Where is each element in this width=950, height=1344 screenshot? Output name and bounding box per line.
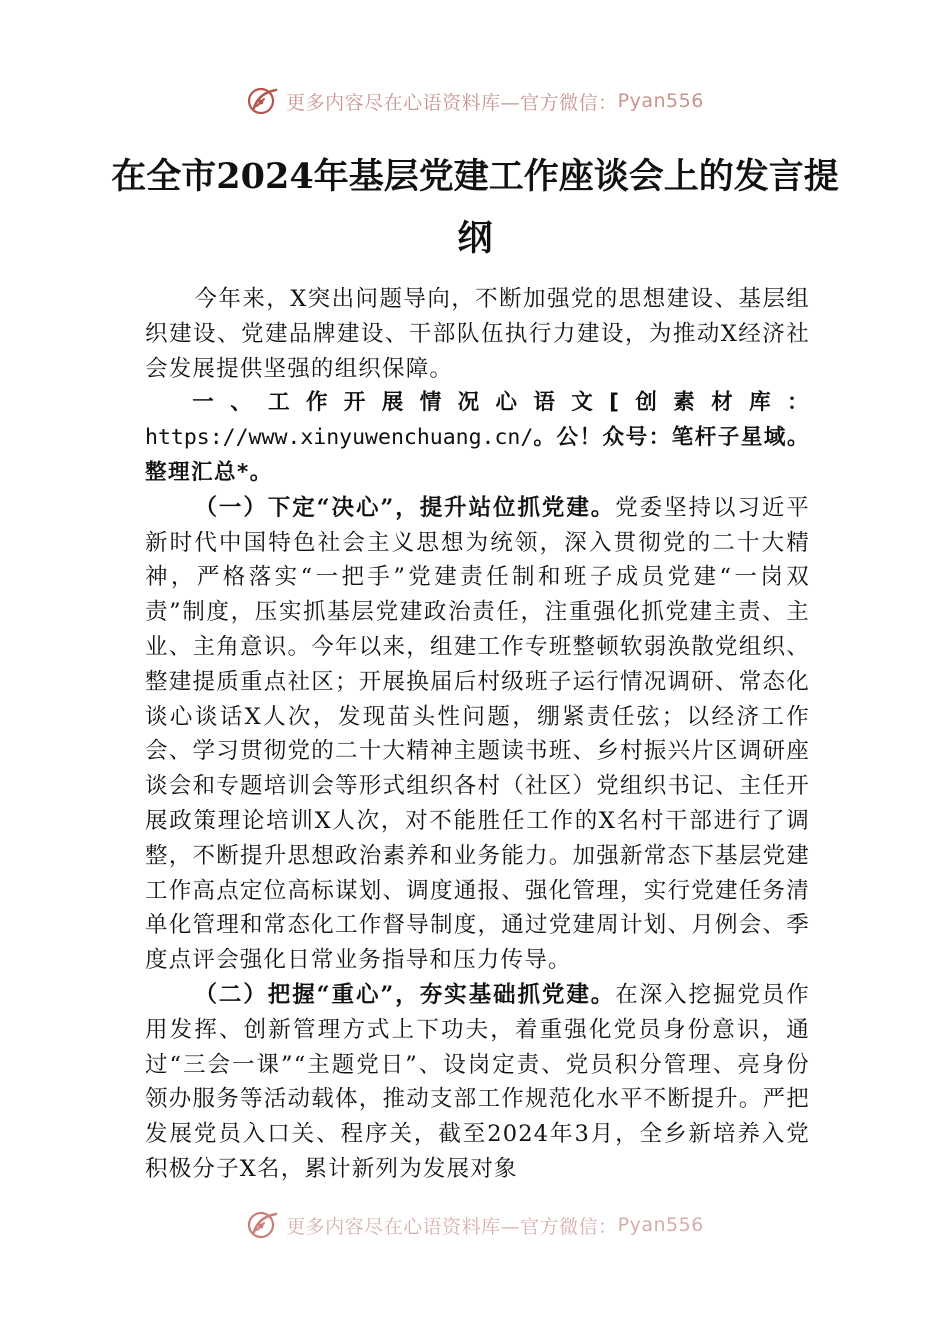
seal-logo-icon <box>246 1210 280 1240</box>
watermark-footer <box>0 1210 950 1240</box>
source-url-link[interactable]: https://www.xinyuwenchuang.cn/ <box>145 425 534 451</box>
section-heading-text: 一、工作开展情况心语文[创素材库： <box>192 390 810 416</box>
section-heading-tail: 。公！众号：笔杆子星域。整理汇总*。 <box>145 425 810 485</box>
subsection-2 <box>145 978 810 1187</box>
watermark-text: 更多内容尽在心语资料库—官方微信： <box>286 1215 618 1238</box>
section-heading <box>145 386 810 490</box>
subsection-1-lead: （一）下定“决心”，提升站位抓党建。 <box>194 494 616 521</box>
subsection-1-body: 党委坚持以习近平新时代中国特色社会主义思想为统领，深入贯彻党的二十大精神，严格落实“一把手”党建责任制和班子成员党建“一岗双责”制度，压实抓基层党建政治责任，注重强化抓党建主责、主业、主角意识。今年以来，组建工作专班整顿软弱涣散党组织、整建提质重点社区；开展换届后村级班子运行情况调研、常态化谈心谈话X人次，发现苗头性问题，绷紧责任弦；以经济工作会、学习贯彻党的二十大精神主题读书班、乡村振兴片区调研座谈会和专题培训会等形式组织各村（社区）党组织书记、主任开展政策理论培训X人次，对不能胜任工作的X名村干部进行了调整，不断提升思想政治素养和业务能力。加强新常态下基层党建工作高点定位高标谋划、调度通报、强化管理，实行党建任务清单化管理和常态化工作督导制度，通过党建周计划、月例会、季度点评会强化日常业务指导和压力传导。 <box>145 494 810 974</box>
watermark-text: 更多内容尽在心语资料库—官方微信： <box>286 91 618 114</box>
intro-paragraph: 今年来，X突出问题导向，不断加强党的思想建设、基层组织建设、党建品牌建设、干部队伍执行力建设，为推动X经济社会发展提供坚强的组织保障。 <box>145 286 810 382</box>
watermark-wechat-id: Pyan556 <box>617 90 704 112</box>
document-title: 在全市2024年基层党建工作座谈会上的发言提纲 <box>111 156 839 259</box>
watermark-header <box>0 86 950 116</box>
document-body <box>145 282 810 1187</box>
seal-logo-icon <box>246 86 280 116</box>
subsection-2-lead: （二）把握“重心”，夯实基础抓党建。 <box>194 981 616 1008</box>
watermark-wechat-id: Pyan556 <box>617 1214 704 1236</box>
subsection-2-body: 在深入挖掘党员作用发挥、创新管理方式上下功夫，着重强化党员身份意识，通过“三会一课”“主题党日”、设岗定责、党员积分管理、亮身份领办服务等活动载体，推动支部工作规范化水平不断提升。严把发展党员入口关、程序关，截至2024年3月，全乡新培养入党积极分子X名，累计新列为发展对象 <box>145 981 810 1182</box>
subsection-1 <box>145 491 810 978</box>
